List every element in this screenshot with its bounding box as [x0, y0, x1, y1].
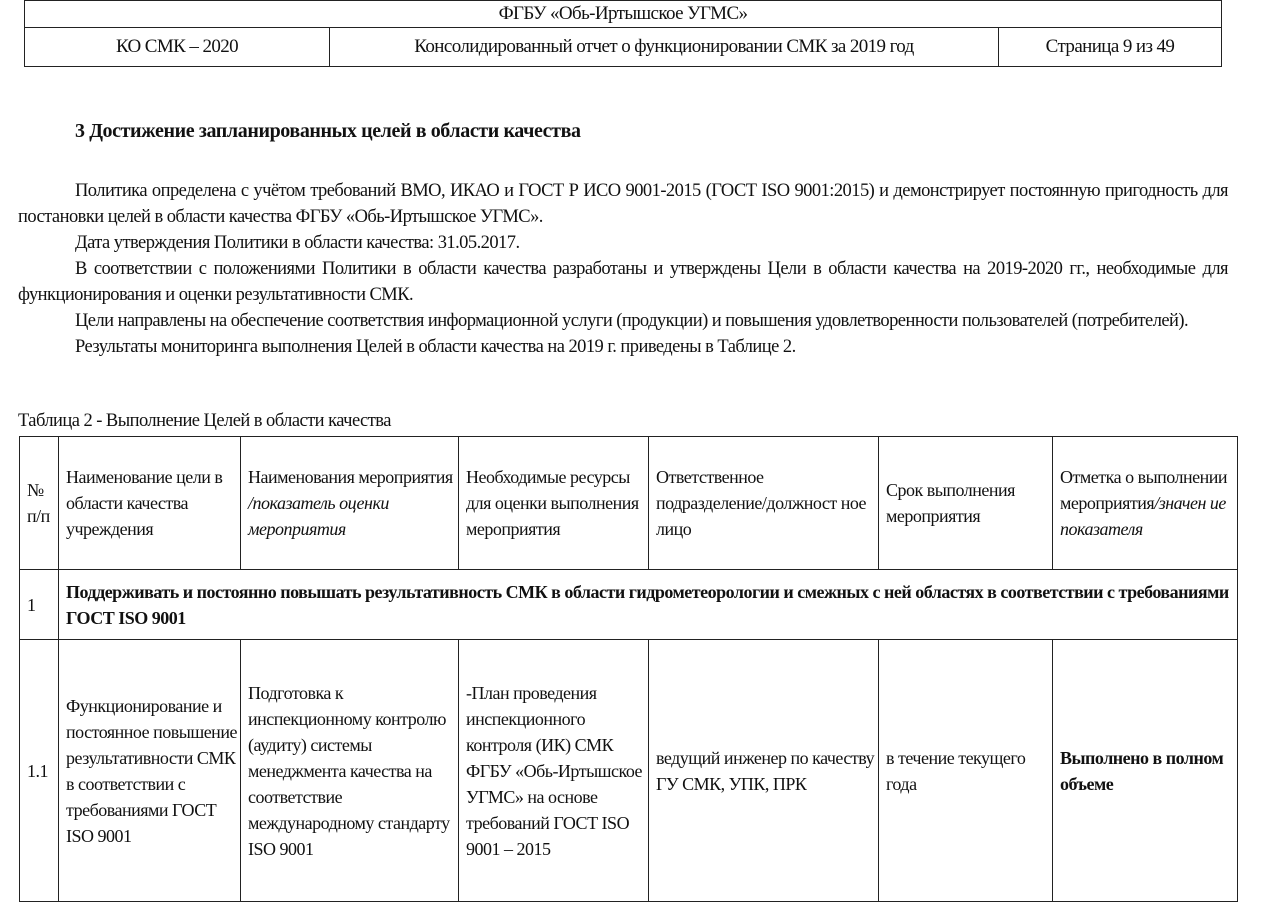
table-caption: Таблица 2 - Выполнение Целей в области качества: [18, 411, 391, 431]
col-header-resources: Необходимые ресурсы для оценки выполнения мероприятия: [459, 437, 649, 570]
event-label: Наименования мероприятия: [248, 467, 453, 487]
header-doc-title: Консолидированный отчет о функционировании СМК за 2019 год: [330, 28, 999, 67]
row-responsible: ведущий инженер по качеству ГУ СМК, УПК, ПРК: [649, 640, 879, 902]
col-header-mark: [1053, 437, 1238, 570]
row-deadline: в течение текущего года: [879, 640, 1053, 902]
row-goal: Функционирование и постоянное повышение результативности СМК в соответствии с требованиями ГОСТ ISO 9001: [59, 640, 241, 902]
header-organization: ФГБУ «Обь-Иртышское УГМС»: [25, 1, 1222, 28]
group-num: 1: [20, 570, 59, 640]
mark-label: Отметка о выполнении мероприятия: [1060, 467, 1228, 513]
table-group-row: [20, 570, 1238, 640]
paragraph: Цели направлены на обеспечение соответствия информационной услуги (продукции) и повышения удовлетворенности пользователей (потребителей).: [75, 311, 1189, 331]
table-header-row: [20, 437, 1238, 570]
event-indicator-label: /показатель оценки мероприятия: [248, 493, 389, 539]
mark-indicator-label: /значен ие показателя: [1060, 493, 1226, 539]
col-header-responsible: Ответственное подразделение/должност ное лицо: [649, 437, 879, 570]
row-mark: Выполнено в полном объеме: [1053, 640, 1238, 902]
col-header-deadline: Срок выполнения мероприятия: [879, 437, 1053, 570]
paragraph: В соответствии с положениями Политики в области качества разработаны и утверждены Цели в области качества на 2019-2020 гг., необходимые для функционирования и оценки результативности СМК.: [18, 259, 1228, 305]
row-resources: -План проведения инспекционного контроля (ИК) СМК ФГБУ «Обь-Иртышское УГМС» на основе требований ГОСТ ISO 9001 – 2015: [459, 640, 649, 902]
goals-table: [19, 436, 1238, 902]
body-text: [18, 178, 1228, 360]
paragraph: Дата утверждения Политики в области качества: 31.05.2017.: [75, 233, 520, 253]
header-doc-code: КО СМК – 2020: [25, 28, 330, 67]
row-num: 1.1: [20, 640, 59, 902]
paragraph: Результаты мониторинга выполнения Целей в области качества на 2019 г. приведены в Таблице 2.: [75, 337, 796, 357]
paragraph: Политика определена с учётом требований ВМО, ИКАО и ГОСТ Р ИСО 9001-2015 (ГОСТ ISO 9001:2015) и демонстрирует постоянную пригодность для постановки целей в области качества ФГБУ «Обь-Иртышское УГМС».: [18, 181, 1228, 227]
document-header: [24, 0, 1222, 67]
col-header-event: [241, 437, 459, 570]
col-header-goal: Наименование цели в области качества учреждения: [59, 437, 241, 570]
section-title: 3 Достижение запланированных целей в области качества: [75, 120, 581, 142]
table-row: [20, 640, 1238, 902]
row-event: Подготовка к инспекционному контролю (аудиту) системы менеджмента качества на соответствие международному стандарту ISO 9001: [241, 640, 459, 902]
header-page-number: Страница 9 из 49: [999, 28, 1222, 67]
group-goal-text: Поддерживать и постоянно повышать результативность СМК в области гидрометеорологии и смежных с ней областях в соответствии с требованиями ГОСТ ISO 9001: [59, 570, 1238, 640]
col-header-num: № п/п: [20, 437, 59, 570]
